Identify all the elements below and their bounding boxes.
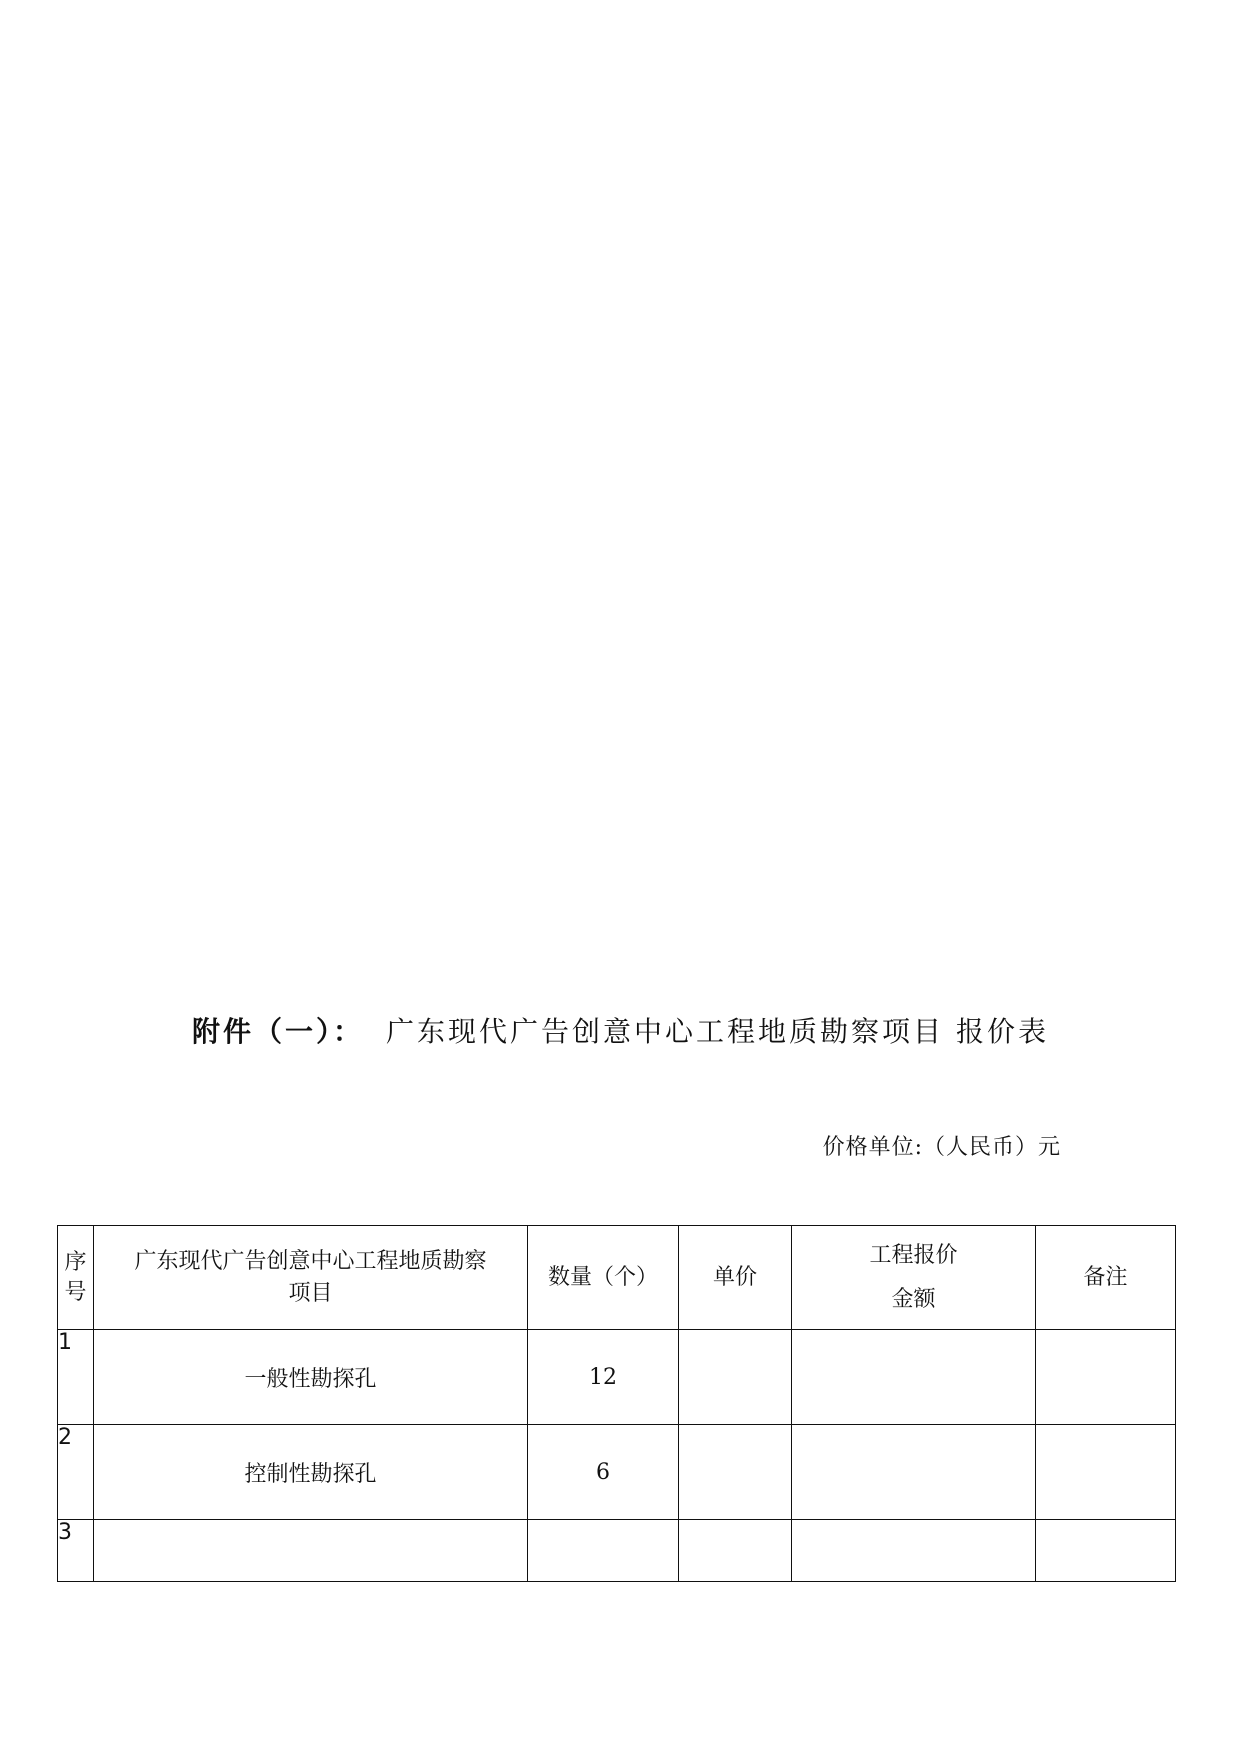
- row-remark: [1036, 1520, 1176, 1582]
- row-quantity: 6: [528, 1425, 679, 1520]
- header-seq: [58, 1226, 94, 1330]
- row-unit-price: [679, 1520, 792, 1582]
- row-seq: 3: [58, 1520, 94, 1582]
- table-row: [58, 1425, 1176, 1520]
- table-header-row: [58, 1226, 1176, 1330]
- header-item-line1: 广东现代广告创意中心工程地质勘察: [134, 1248, 487, 1274]
- row-unit-price: [679, 1330, 792, 1425]
- header-seq-line2: 号: [64, 1279, 87, 1305]
- header-item-line2: 项目: [288, 1280, 333, 1306]
- row-remark: [1036, 1330, 1176, 1425]
- price-unit-note: 价格单位:（人民币）元: [822, 1135, 1061, 1160]
- row-seq: 1: [58, 1330, 94, 1425]
- table-row: [58, 1330, 1176, 1425]
- header-quantity: 数量（个）: [528, 1226, 679, 1330]
- row-remark: [1036, 1425, 1176, 1520]
- quote-table: [57, 1225, 1176, 1582]
- row-quantity: 12: [528, 1330, 679, 1425]
- row-item: [94, 1520, 528, 1582]
- row-quantity: [528, 1520, 679, 1582]
- header-remark: 备注: [1036, 1226, 1176, 1330]
- header-unit-price: 单价: [679, 1226, 792, 1330]
- title-prefix: 附件（一）：: [192, 1015, 365, 1048]
- header-item: [94, 1226, 528, 1330]
- header-amount-line1: 工程报价: [869, 1242, 958, 1268]
- header-amount: [792, 1226, 1036, 1330]
- row-unit-price: [679, 1425, 792, 1520]
- table-row: [58, 1520, 1176, 1582]
- row-amount: [792, 1520, 1036, 1582]
- row-amount: [792, 1330, 1036, 1425]
- row-seq: 2: [58, 1425, 94, 1520]
- header-amount-line2: 金额: [891, 1286, 936, 1312]
- row-item: 控制性勘探孔: [94, 1425, 528, 1520]
- row-amount: [792, 1425, 1036, 1520]
- page-title: [0, 1010, 1241, 1050]
- row-item: 一般性勘探孔: [94, 1330, 528, 1425]
- title-text: 广东现代广告创意中心工程地质勘察项目 报价表: [386, 1015, 1049, 1048]
- header-seq-line1: 序: [64, 1249, 87, 1275]
